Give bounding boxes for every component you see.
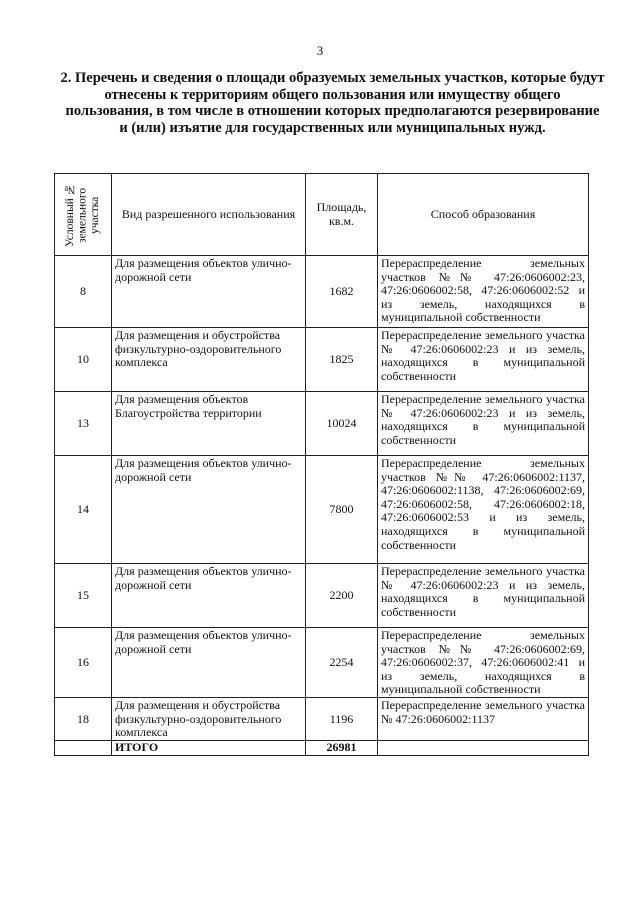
formation-method-cell: Перераспределение земельного участка № 47:26:0606002:23 и из земель, находящихся в муниципальной собственности — [378, 564, 589, 628]
page-number: 3 — [316, 43, 324, 58]
formation-method-cell: Перераспределение земельных участков №№ 47:26:0606002:23, 47:26:0606002:58, 47:26:0606002:52 и из земель, находящихся в муниципальной собственности — [378, 256, 589, 328]
total-value: 26981 — [306, 740, 378, 755]
area-cell: 7800 — [306, 456, 378, 564]
area-cell: 1825 — [306, 328, 378, 392]
area-cell: 10024 — [306, 392, 378, 456]
formation-method-cell: Перераспределение земельных участков №№ 47:26:0606002:1137, 47:26:0606002:1138, 47:26:0606002:69, 47:26:0606002:58, 47:26:0606002:18, 47:26:0606002:53 и из земель, находящихся в муниципальной собственности — [378, 456, 589, 564]
plot-number-cell: 15 — [55, 564, 112, 628]
formation-method-cell: Перераспределение земельного участка № 47:26:0606002:23 и из земель, находящихся в муниципальной собственности — [378, 328, 589, 392]
table-row — [55, 628, 589, 698]
permitted-use-cell: Для размещения и обустройства физкультурно-оздоровительного комплекса — [112, 697, 306, 740]
table-header-row — [55, 174, 589, 256]
total-method-empty-cell — [378, 740, 589, 755]
area-cell: 2200 — [306, 564, 378, 628]
header-plot-number — [55, 174, 112, 256]
plot-number-cell: 18 — [55, 697, 112, 740]
plot-number-cell: 14 — [55, 456, 112, 564]
area-cell: 1682 — [306, 256, 378, 328]
total-label: ИТОГО — [112, 740, 306, 755]
formation-method-cell: Перераспределение земельного участка № 47:26:0606002:1137 — [378, 697, 589, 740]
permitted-use-cell: Для размещения объектов улично-дорожной сети — [112, 628, 306, 698]
section-heading: 2. Перечень и сведения о площади образуемых земельных участков, которые будут отнесены к территориям общего пользования или имуществу общего пользования, в том числе в отношении которых предполагаются резервирование и (или) изъятие для государственных или муниципальных нужд. — [60, 70, 605, 136]
permitted-use-cell: Для размещения и обустройства физкультурно-оздоровительного комплекса — [112, 328, 306, 392]
permitted-use-cell: Для размещения объектов улично-дорожной сети — [112, 256, 306, 328]
formation-method-cell: Перераспределение земельного участка № 47:26:0606002:23 и из земель, находящихся в муниципальной собственности — [378, 392, 589, 456]
table-row — [55, 564, 589, 628]
area-cell: 2254 — [306, 628, 378, 698]
table-row — [55, 697, 589, 740]
table-row — [55, 328, 589, 392]
permitted-use-cell: Для размещения объектов Благоустройства территории — [112, 392, 306, 456]
header-formation-method: Способ образования — [378, 174, 589, 256]
permitted-use-cell: Для размещения объектов улично-дорожной сети — [112, 564, 306, 628]
table-row — [55, 256, 589, 328]
total-empty-cell — [55, 740, 112, 755]
total-row — [55, 740, 589, 755]
table-body — [55, 256, 589, 756]
land-plots-table — [54, 173, 589, 756]
plot-number-cell: 16 — [55, 628, 112, 698]
permitted-use-cell: Для размещения объектов улично-дорожной сети — [112, 456, 306, 564]
plot-number-cell: 10 — [55, 328, 112, 392]
header-permitted-use: Вид разрешенного использования — [112, 174, 306, 256]
header-area: Площадь, кв.м. — [306, 174, 378, 256]
plot-number-cell: 8 — [55, 256, 112, 328]
table-row — [55, 456, 589, 564]
header-plot-number-label: Условный № земельного участка — [64, 182, 102, 247]
formation-method-cell: Перераспределение земельных участков №№ 47:26:0606002:69, 47:26:0606002:37, 47:26:0606002:41 и из земель, находящихся в муниципальной собственности — [378, 628, 589, 698]
area-cell: 1196 — [306, 697, 378, 740]
table-row — [55, 392, 589, 456]
plot-number-cell: 13 — [55, 392, 112, 456]
